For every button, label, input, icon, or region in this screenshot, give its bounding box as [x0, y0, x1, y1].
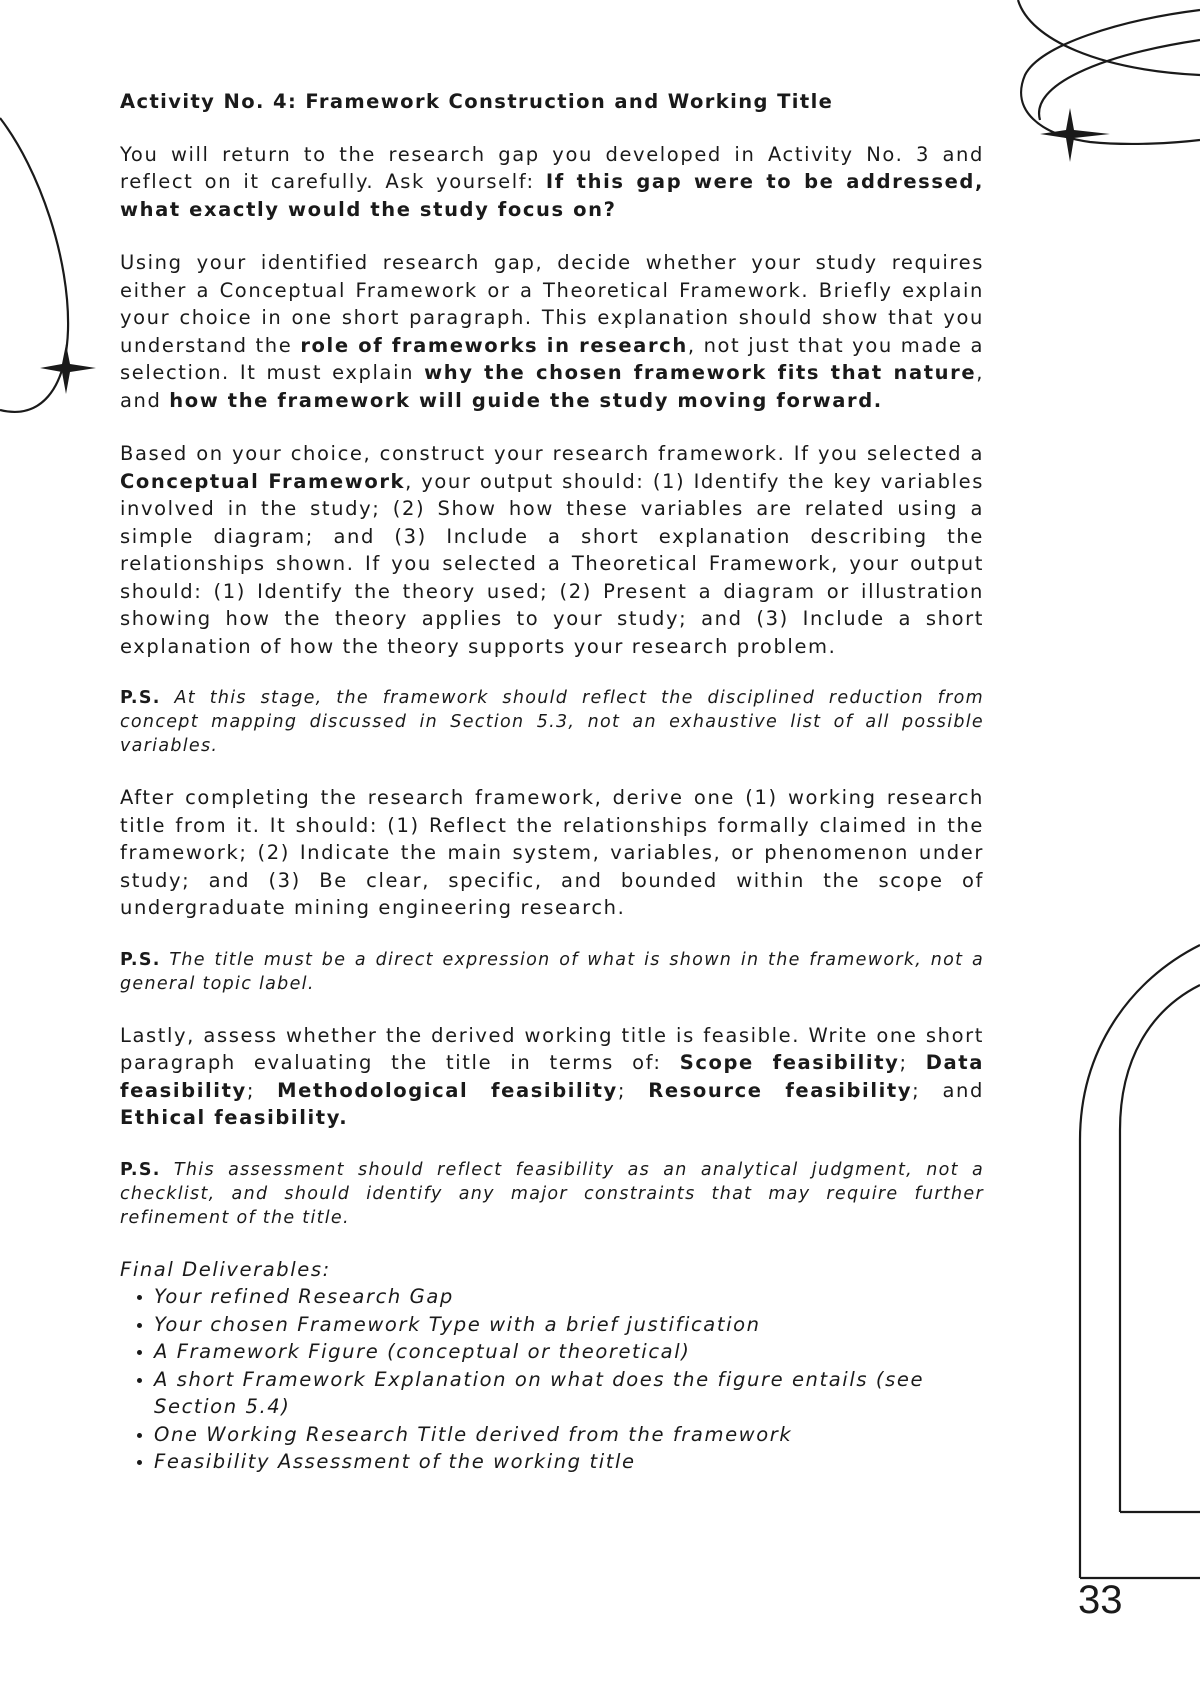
- orbit-swirl-top-right: [1018, 0, 1200, 144]
- activity-content: [120, 88, 984, 1476]
- sparkle-star-icon: [1040, 108, 1110, 162]
- paragraph-feasibility: Lastly, assess whether the derived working title is feasible. Write one short paragraph evaluating the title in terms of: Scope feasibility; Data feasibility; Methodological feasibility; Resource feasibility; and Ethical feasibility.: [120, 1023, 984, 1129]
- activity-title: Activity No. 4: Framework Construction and Working Title: [120, 90, 834, 113]
- list-item: • One Working Research Title derived from the framework: [154, 1421, 984, 1449]
- ps-note-concept-mapping: P.S. At this stage, the framework should reflect the disciplined reduction from concept mapping discussed in Section 5.3, not an exhaustive list of all possible variables.: [120, 688, 984, 756]
- sparkle-star-icon: [40, 344, 96, 394]
- deliverables-list: [120, 1283, 984, 1476]
- paragraph-working-title: After completing the research framework, derive one (1) working research title from it. It should: (1) Reflect the relationships formally claimed in the framework; (2) Indicate the main system, variables, or phenomenon under study; and (3) Be clear, specific, and bounded within the scope of undergraduate mining engineering research.: [120, 786, 984, 919]
- list-item: • Your refined Research Gap: [154, 1283, 984, 1311]
- ps-note-title: P.S. The title must be a direct expression of what is shown in the framework, not a general topic label.: [120, 949, 984, 994]
- orbit-arc-left: [0, 118, 68, 412]
- deliverables-heading: Final Deliverables:: [120, 1257, 331, 1281]
- ps-note-feasibility: P.S. This assessment should reflect feasibility as an analytical judgment, not a checklist, and should identify any major constraints that may require further refinement of the title.: [120, 1159, 984, 1228]
- focus-question: If this gap were to be addressed, what exactly would the study focus on?: [120, 170, 984, 221]
- paragraph-research-gap: You will return to the research gap you developed in Activity No. 3 and reflect on it carefully. Ask yourself: If this gap were to be addressed, what exactly would the study focus on?: [120, 142, 984, 221]
- list-item: • A Framework Figure (conceptual or theoretical): [154, 1338, 984, 1366]
- list-item: • Your chosen Framework Type with a brief justification: [154, 1311, 984, 1339]
- list-item: • A short Framework Explanation on what does the figure entails (see Section 5.4): [154, 1366, 984, 1421]
- paragraph-framework-choice: Using your identified research gap, decide whether your study requires either a Conceptual Framework or a Theoretical Framework. Briefly explain your choice in one short paragraph. This explanation should show that you understand the role of frameworks in research, not just that you made a selection. It must explain why the chosen framework fits that nature, and how the framework will guide the study moving forward.: [120, 251, 984, 412]
- arch-frame-right: [1080, 945, 1200, 1578]
- list-item: • Feasibility Assessment of the working title: [154, 1448, 984, 1476]
- page-number: 33: [1078, 1578, 1123, 1622]
- paragraph-construct-framework: Based on your choice, construct your research framework. If you selected a Conceptual Framework, your output should: (1) Identify the key variables involved in the study; (2) Show how these variables are related using a simple diagram; and (3) Include a short explanation describing the relationships shown. If you selected a Theoretical Framework, your output should: (1) Identify the theory used; (2) Present a diagram or illustration showing how the theory applies to your study; and (3) Include a short explanation of how the theory supports your research problem.: [120, 442, 984, 658]
